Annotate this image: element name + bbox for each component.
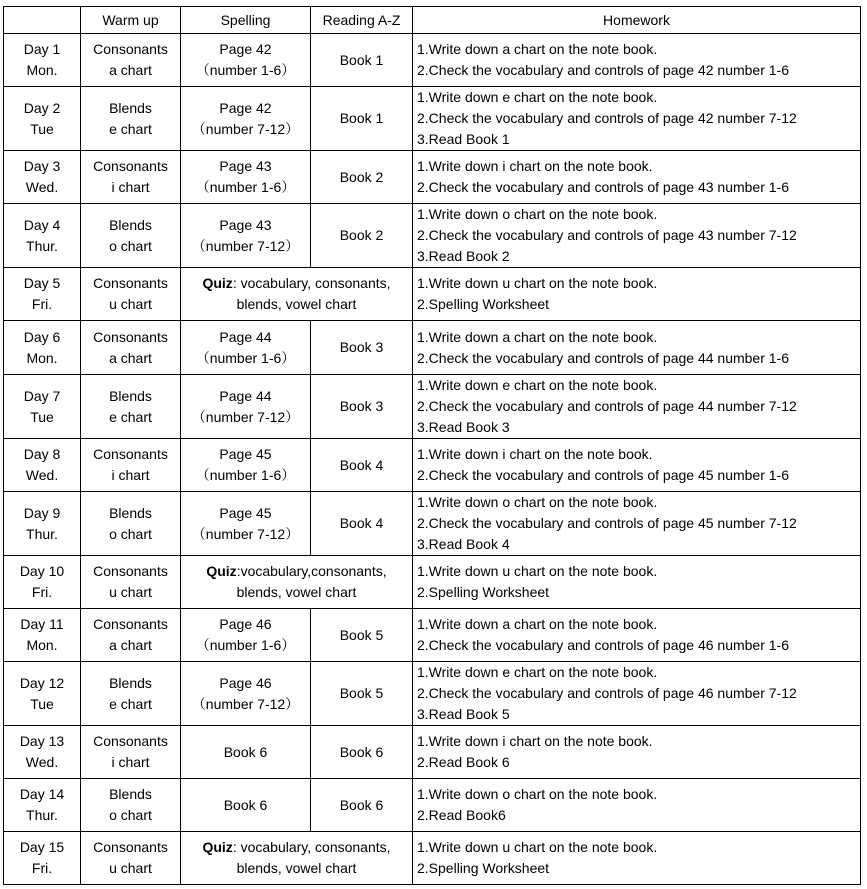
quiz-line: blends, vowel chart xyxy=(236,584,357,600)
homework-cell xyxy=(413,375,861,439)
spelling-line: （number 7-12） xyxy=(191,408,300,425)
spelling-cell xyxy=(181,375,311,439)
spelling-line: （number 7-12） xyxy=(191,695,300,712)
table-row xyxy=(4,832,861,885)
homework-line: 1.Write down o chart on the note book. xyxy=(417,206,658,222)
day-cell xyxy=(4,492,81,556)
table-row xyxy=(4,375,861,439)
warmup-line: e chart xyxy=(109,120,152,137)
day-line: Day 14 xyxy=(19,786,65,802)
reading-cell: Book 6 xyxy=(311,779,413,832)
day-cell xyxy=(4,375,81,439)
day-cell xyxy=(4,87,81,151)
day-line: Mon. xyxy=(26,637,58,653)
homework-cell xyxy=(413,204,861,268)
warmup-line: i chart xyxy=(111,754,150,770)
warmup-cell xyxy=(81,726,181,779)
day-line: Day 6 xyxy=(23,328,61,345)
homework-line: 3.Read Book 4 xyxy=(417,536,510,552)
homework-line: 1.Write down e chart on the note book. xyxy=(417,89,658,105)
day-line: Day 3 xyxy=(23,158,61,174)
homework-cell xyxy=(413,779,861,832)
warmup-line: Blends xyxy=(109,216,152,233)
day-line: Day 12 xyxy=(19,674,65,691)
day-line: Day 9 xyxy=(23,504,61,521)
day-line: Day 15 xyxy=(19,839,65,855)
quiz-line: blends, vowel chart xyxy=(236,296,357,312)
quiz-line xyxy=(181,561,412,582)
quiz-text: :vocabulary,consonants, xyxy=(236,563,387,579)
warmup-line: Consonants xyxy=(93,158,168,174)
day-cell xyxy=(4,726,81,779)
quiz-label: Quiz xyxy=(202,839,233,855)
spelling-cell xyxy=(181,34,311,87)
quiz-line: blends, vowel chart xyxy=(236,860,357,876)
day-cell xyxy=(4,832,81,885)
day-line: Wed. xyxy=(25,467,59,483)
spelling-line: （number 1-6） xyxy=(195,467,296,483)
quiz-line xyxy=(181,837,412,858)
spelling-cell xyxy=(181,87,311,151)
homework-line: 3.Read Book 3 xyxy=(417,419,510,435)
quiz-label: Quiz xyxy=(202,275,233,291)
day-line: Fri. xyxy=(31,296,53,312)
warmup-line: i chart xyxy=(111,467,150,483)
warmup-cell xyxy=(81,87,181,151)
homework-line: 2.Check the vocabulary and controls of page 46 number 7-12 xyxy=(417,685,797,701)
spelling-line: Page 43 xyxy=(219,158,272,174)
reading-cell: Book 1 xyxy=(311,87,413,151)
spelling-line: （number 1-6） xyxy=(195,62,296,78)
day-line: Day 10 xyxy=(19,563,65,579)
homework-line: 1.Write down i chart on the note book. xyxy=(417,446,653,462)
homework-line: 1.Write down a chart on the note book. xyxy=(417,41,658,57)
warmup-cell xyxy=(81,34,181,87)
day-line: Day 11 xyxy=(20,616,64,632)
warmup-cell xyxy=(81,492,181,556)
reading-cell: Book 5 xyxy=(311,609,413,662)
day-cell xyxy=(4,609,81,662)
homework-cell xyxy=(413,439,861,492)
homework-cell xyxy=(413,726,861,779)
warmup-cell xyxy=(81,375,181,439)
homework-cell xyxy=(413,662,861,726)
spelling-line: Page 43 xyxy=(219,216,272,233)
homework-line: 3.Read Book 2 xyxy=(417,248,510,264)
day-line: Wed. xyxy=(25,754,59,770)
quiz-text: : vocabulary, consonants, xyxy=(232,839,391,855)
homework-line: 1.Write down u chart on the note book. xyxy=(417,275,658,291)
homework-line: 1.Write down a chart on the note book. xyxy=(417,616,658,632)
reading-cell: Book 3 xyxy=(311,375,413,439)
warmup-line: Blends xyxy=(109,674,152,691)
homework-line: 3.Read Book 1 xyxy=(417,131,510,147)
quiz-text: : vocabulary, consonants, xyxy=(232,275,391,291)
homework-line: 2.Spelling Worksheet xyxy=(417,860,550,876)
table-row xyxy=(4,321,861,375)
table-row xyxy=(4,662,861,726)
schedule-body xyxy=(4,34,861,885)
homework-line: 1.Write down e chart on the note book. xyxy=(417,377,658,393)
warmup-line: a chart xyxy=(109,349,152,366)
day-line: Tue xyxy=(30,408,54,425)
warmup-line: Consonants xyxy=(93,839,168,855)
spelling-cell xyxy=(181,204,311,268)
warmup-line: e chart xyxy=(109,408,152,425)
day-line: Day 8 xyxy=(23,446,61,462)
spelling-line: Page 44 xyxy=(219,387,272,404)
warmup-line: o chart xyxy=(109,807,152,823)
spelling-line: （number 1-6） xyxy=(195,637,296,653)
header-warmup: Warm up xyxy=(81,7,181,34)
homework-line: 1.Write down u chart on the note book. xyxy=(417,563,658,579)
homework-cell xyxy=(413,492,861,556)
warmup-line: a chart xyxy=(109,62,152,78)
homework-line: 2.Read Book6 xyxy=(417,807,506,823)
warmup-cell xyxy=(81,321,181,375)
warmup-line: Consonants xyxy=(93,733,168,749)
reading-cell: Book 3 xyxy=(311,321,413,375)
spelling-line: Book 6 xyxy=(223,743,268,760)
quiz-line xyxy=(181,273,412,294)
homework-cell xyxy=(413,832,861,885)
homework-line: 1.Write down i chart on the note book. xyxy=(417,158,653,174)
header-reading: Reading A-Z xyxy=(311,7,413,34)
homework-line: 1.Write down a chart on the note book. xyxy=(417,328,658,345)
table-row xyxy=(4,87,861,151)
spelling-line: Page 42 xyxy=(219,41,272,57)
homework-line: 2.Read Book 6 xyxy=(417,754,510,770)
homework-line: 1.Write down u chart on the note book. xyxy=(417,839,658,855)
reading-cell: Book 4 xyxy=(311,439,413,492)
day-line: Mon. xyxy=(26,62,58,78)
spelling-cell xyxy=(181,439,311,492)
homework-cell xyxy=(413,609,861,662)
day-line: Day 4 xyxy=(23,216,61,233)
table-row xyxy=(4,151,861,204)
day-cell xyxy=(4,268,81,321)
homework-cell xyxy=(413,151,861,204)
warmup-cell xyxy=(81,609,181,662)
spelling-line: Page 46 xyxy=(219,674,272,691)
day-cell xyxy=(4,151,81,204)
day-cell xyxy=(4,34,81,87)
table-row xyxy=(4,34,861,87)
spelling-cell xyxy=(181,151,311,204)
header-day xyxy=(4,7,81,34)
table-row xyxy=(4,492,861,556)
table-row xyxy=(4,439,861,492)
homework-cell xyxy=(413,34,861,87)
table-row xyxy=(4,556,861,609)
table-row xyxy=(4,779,861,832)
homework-line: 2.Check the vocabulary and controls of page 44 number 7-12 xyxy=(417,398,797,414)
homework-line: 2.Check the vocabulary and controls of page 45 number 1-6 xyxy=(417,467,790,483)
day-line: Fri. xyxy=(31,860,53,876)
spelling-line: Page 45 xyxy=(219,504,272,521)
schedule-table xyxy=(3,6,861,885)
homework-line: 2.Check the vocabulary and controls of page 46 number 1-6 xyxy=(417,637,790,653)
reading-cell: Book 4 xyxy=(311,492,413,556)
spelling-line: （number 7-12） xyxy=(191,237,300,254)
warmup-line: u chart xyxy=(109,584,152,600)
homework-line: 1.Write down i chart on the note book. xyxy=(417,733,653,749)
warmup-line: Blends xyxy=(109,504,152,521)
warmup-cell xyxy=(81,204,181,268)
homework-cell xyxy=(413,87,861,151)
spelling-line: （number 1-6） xyxy=(195,349,296,366)
spelling-line: Page 44 xyxy=(219,328,272,345)
spelling-cell xyxy=(181,321,311,375)
reading-cell: Book 2 xyxy=(311,151,413,204)
day-cell xyxy=(4,662,81,726)
day-line: Tue xyxy=(30,120,54,137)
day-cell xyxy=(4,204,81,268)
homework-line: 2.Check the vocabulary and controls of page 45 number 7-12 xyxy=(417,515,797,531)
homework-line: 1.Write down o chart on the note book. xyxy=(417,494,658,510)
spelling-line: （number 1-6） xyxy=(195,179,296,195)
homework-line: 2.Check the vocabulary and controls of page 43 number 1-6 xyxy=(417,179,790,195)
day-line: Thur. xyxy=(26,807,58,823)
warmup-line: Blends xyxy=(109,99,152,116)
day-line: Thur. xyxy=(26,237,58,254)
day-cell xyxy=(4,439,81,492)
warmup-line: u chart xyxy=(109,860,152,876)
header-homework: Homework xyxy=(413,7,861,34)
warmup-line: a chart xyxy=(109,637,152,653)
homework-line: 2.Check the vocabulary and controls of page 42 number 7-12 xyxy=(417,110,797,126)
warmup-line: i chart xyxy=(111,179,150,195)
warmup-cell xyxy=(81,779,181,832)
warmup-cell xyxy=(81,268,181,321)
quiz-cell xyxy=(181,556,413,609)
warmup-line: o chart xyxy=(109,525,152,542)
homework-line: 2.Spelling Worksheet xyxy=(417,296,550,312)
warmup-line: Consonants xyxy=(93,275,168,291)
spelling-line: Page 42 xyxy=(219,99,272,116)
spelling-cell xyxy=(181,662,311,726)
spelling-cell xyxy=(181,779,311,832)
homework-line: 2.Check the vocabulary and controls of page 42 number 1-6 xyxy=(417,62,790,78)
warmup-cell xyxy=(81,151,181,204)
day-line: Day 2 xyxy=(23,99,61,116)
homework-cell xyxy=(413,268,861,321)
warmup-line: Blends xyxy=(109,387,152,404)
day-line: Thur. xyxy=(26,525,58,542)
day-line: Mon. xyxy=(26,349,58,366)
warmup-line: Blends xyxy=(109,786,152,802)
warmup-line: Consonants xyxy=(93,563,168,579)
reading-cell: Book 1 xyxy=(311,34,413,87)
day-line: Day 13 xyxy=(19,733,65,749)
warmup-line: e chart xyxy=(109,695,152,712)
warmup-cell xyxy=(81,556,181,609)
warmup-line: Consonants xyxy=(93,616,168,632)
homework-line: 2.Check the vocabulary and controls of page 43 number 7-12 xyxy=(417,227,797,243)
day-line: Day 5 xyxy=(23,275,61,291)
spelling-line: （number 7-12） xyxy=(191,120,300,137)
header-spelling: Spelling xyxy=(181,7,311,34)
reading-cell: Book 5 xyxy=(311,662,413,726)
homework-cell xyxy=(413,321,861,375)
homework-line: 2.Check the vocabulary and controls of page 44 number 1-6 xyxy=(417,349,790,366)
day-cell xyxy=(4,321,81,375)
table-row xyxy=(4,268,861,321)
table-row xyxy=(4,204,861,268)
table-row xyxy=(4,726,861,779)
spelling-cell xyxy=(181,609,311,662)
homework-line: 1.Write down e chart on the note book. xyxy=(417,664,658,680)
spelling-line: Page 46 xyxy=(219,616,272,632)
day-line: Fri. xyxy=(31,584,53,600)
day-cell xyxy=(4,779,81,832)
table-row xyxy=(4,609,861,662)
warmup-cell xyxy=(81,662,181,726)
warmup-line: u chart xyxy=(109,296,152,312)
warmup-cell xyxy=(81,439,181,492)
day-cell xyxy=(4,556,81,609)
quiz-cell xyxy=(181,268,413,321)
day-line: Day 1 xyxy=(23,41,61,57)
homework-line: 2.Spelling Worksheet xyxy=(417,584,550,600)
warmup-line: Consonants xyxy=(93,41,168,57)
warmup-line: o chart xyxy=(109,237,152,254)
warmup-cell xyxy=(81,832,181,885)
warmup-line: Consonants xyxy=(93,446,168,462)
day-line: Wed. xyxy=(25,179,59,195)
quiz-label: Quiz xyxy=(206,563,237,579)
spelling-cell xyxy=(181,726,311,779)
spelling-line: （number 7-12） xyxy=(191,525,300,542)
reading-cell: Book 2 xyxy=(311,204,413,268)
day-line: Tue xyxy=(30,695,54,712)
quiz-cell xyxy=(181,832,413,885)
spelling-line: Page 45 xyxy=(219,446,272,462)
spelling-cell xyxy=(181,492,311,556)
homework-cell xyxy=(413,556,861,609)
homework-line: 3.Read Book 5 xyxy=(417,706,510,722)
spelling-line: Book 6 xyxy=(223,796,268,813)
homework-line: 1.Write down o chart on the note book. xyxy=(417,786,658,802)
reading-cell: Book 6 xyxy=(311,726,413,779)
day-line: Day 7 xyxy=(23,387,61,404)
warmup-line: Consonants xyxy=(93,328,168,345)
header-row xyxy=(4,7,861,34)
